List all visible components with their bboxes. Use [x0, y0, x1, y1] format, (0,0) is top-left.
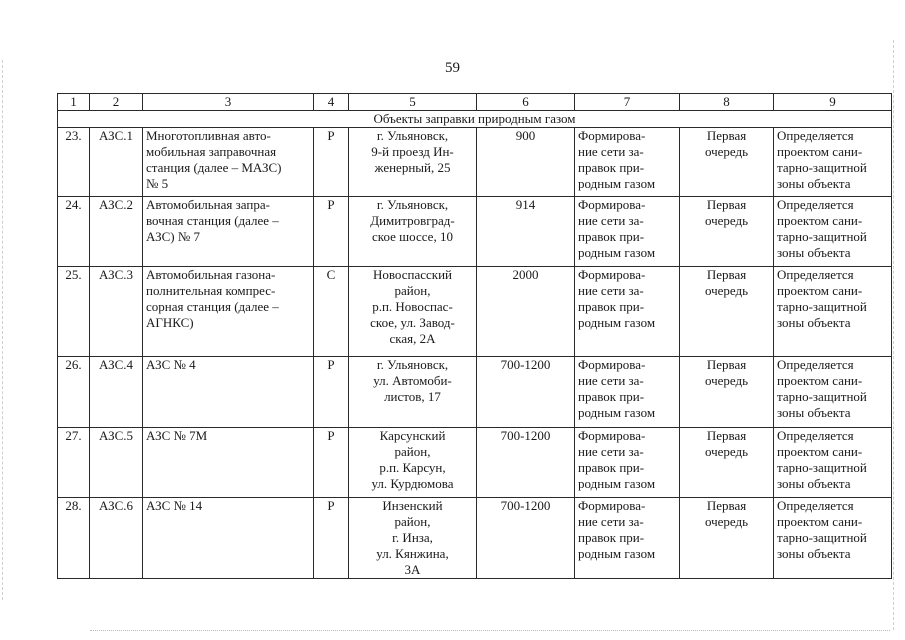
column-header-9: 9	[774, 94, 892, 111]
object-name-line: сорная станция (далее –	[146, 299, 279, 314]
object-address	[349, 357, 477, 428]
object-significance: Р	[314, 128, 349, 197]
protection-zone-line: тарно-защитной	[777, 160, 867, 175]
protection-zone-line: проектом сани-	[777, 283, 863, 298]
protection-zone-line: проектом сани-	[777, 514, 863, 529]
table-row	[58, 357, 892, 428]
object-purpose-line: правок при-	[578, 460, 645, 475]
object-significance: Р	[314, 428, 349, 498]
protection-zone-line: тарно-защитной	[777, 460, 867, 475]
protection-zone	[774, 357, 892, 428]
protection-zone-line: тарно-защитной	[777, 299, 867, 314]
implementation-stage-line: Первая	[706, 128, 747, 143]
object-purpose-line: ние сети за-	[578, 444, 644, 459]
object-address-line: район,	[394, 444, 431, 459]
row-number: 26.	[58, 357, 90, 428]
implementation-stage-line: очередь	[704, 444, 749, 459]
object-capacity: 700-1200	[477, 357, 575, 428]
object-purpose-line: Формирова-	[578, 428, 646, 443]
object-purpose-line: родным газом	[578, 176, 656, 191]
object-address-line: Инзенский	[382, 498, 443, 513]
object-name	[143, 128, 314, 197]
row-number: 27.	[58, 428, 90, 498]
protection-zone-line: проектом сани-	[777, 213, 863, 228]
object-purpose-line: родным газом	[578, 315, 656, 330]
object-purpose-line: Формирова-	[578, 357, 646, 372]
object-purpose-line: родным газом	[578, 546, 656, 561]
implementation-stage-line: очередь	[704, 514, 749, 529]
protection-zone-line: Определяется	[777, 498, 854, 513]
object-code: АЗС.3	[90, 267, 143, 357]
object-purpose	[575, 428, 680, 498]
object-name	[143, 428, 314, 498]
object-address-line: женерный, 25	[374, 160, 451, 175]
column-header-6: 6	[477, 94, 575, 111]
object-code: АЗС.4	[90, 357, 143, 428]
object-purpose-line: родным газом	[578, 476, 656, 491]
column-header-5: 5	[349, 94, 477, 111]
object-purpose-line: правок при-	[578, 530, 645, 545]
implementation-stage-line: очередь	[704, 283, 749, 298]
protection-zone-line: зоны объекта	[777, 405, 851, 420]
object-purpose-line: Формирова-	[578, 498, 646, 513]
object-name-line: АЗС) № 7	[146, 229, 200, 244]
implementation-stage	[680, 267, 774, 357]
table-row	[58, 128, 892, 197]
object-address-line: листов, 17	[384, 389, 441, 404]
implementation-stage-line: Первая	[706, 267, 747, 282]
object-name-line: Автомобильная газона-	[146, 267, 276, 282]
object-purpose-line: родным газом	[578, 245, 656, 260]
object-name-line: АГНКС)	[146, 315, 194, 330]
object-significance: Р	[314, 498, 349, 579]
implementation-stage	[680, 128, 774, 197]
object-purpose-line: правок при-	[578, 160, 645, 175]
object-significance: Р	[314, 357, 349, 428]
object-capacity: 2000	[477, 267, 575, 357]
implementation-stage-line: Первая	[706, 498, 747, 513]
object-address-line: 3А	[404, 562, 421, 577]
object-capacity: 700-1200	[477, 498, 575, 579]
object-address-line: ское, ул. Завод-	[370, 315, 455, 330]
row-number: 23.	[58, 128, 90, 197]
object-address-line: ул. Курдюмова	[371, 476, 454, 491]
object-address-line: г. Ульяновск,	[376, 128, 449, 143]
object-name-line: АЗС № 7М	[146, 428, 208, 443]
object-purpose	[575, 498, 680, 579]
protection-zone	[774, 498, 892, 579]
object-capacity: 914	[477, 197, 575, 267]
object-address-line: ул. Кянжина,	[376, 546, 449, 561]
object-address-line: г. Ульяновск,	[376, 197, 449, 212]
protection-zone-line: Определяется	[777, 197, 854, 212]
column-number-row	[58, 94, 892, 111]
implementation-stage-line: Первая	[706, 357, 747, 372]
object-name	[143, 267, 314, 357]
table-row	[58, 197, 892, 267]
implementation-stage	[680, 357, 774, 428]
object-name-line: полнительная компрес-	[146, 283, 276, 298]
protection-zone	[774, 428, 892, 498]
object-address-line: Карсунский	[379, 428, 446, 443]
protection-zone-line: тарно-защитной	[777, 229, 867, 244]
object-name-line: вочная станция (далее –	[146, 213, 279, 228]
page-number: 59	[445, 60, 460, 76]
section-row	[58, 111, 892, 128]
object-significance: Р	[314, 197, 349, 267]
object-address-line: ское шоссе, 10	[372, 229, 453, 244]
implementation-stage	[680, 428, 774, 498]
implementation-stage	[680, 498, 774, 579]
implementation-stage-line: очередь	[704, 213, 749, 228]
object-address-line: г. Ульяновск,	[376, 357, 449, 372]
object-purpose-line: правок при-	[578, 389, 645, 404]
implementation-stage-line: Первая	[706, 197, 747, 212]
row-number: 28.	[58, 498, 90, 579]
object-address-line: район,	[394, 514, 431, 529]
object-address	[349, 498, 477, 579]
object-significance: С	[314, 267, 349, 357]
protection-zone-line: зоны объекта	[777, 315, 851, 330]
object-purpose-line: Формирова-	[578, 197, 646, 212]
object-purpose-line: правок при-	[578, 229, 645, 244]
protection-zone-line: Определяется	[777, 428, 854, 443]
column-header-4: 4	[314, 94, 349, 111]
table-row	[58, 267, 892, 357]
object-address-line: р.п. Карсун,	[379, 460, 446, 475]
implementation-stage-line: очередь	[704, 144, 749, 159]
object-address-line: 9-й проезд Ин-	[371, 144, 454, 159]
object-code: АЗС.1	[90, 128, 143, 197]
section-title: Объекты заправки природным газом	[58, 111, 892, 128]
object-code: АЗС.2	[90, 197, 143, 267]
object-name	[143, 357, 314, 428]
protection-zone-line: Определяется	[777, 357, 854, 372]
protection-zone-line: Определяется	[777, 267, 854, 282]
object-name-line: Автомобильная запра-	[146, 197, 270, 212]
object-address-line: р.п. Новоспас-	[372, 299, 453, 314]
object-purpose-line: ние сети за-	[578, 144, 644, 159]
object-address	[349, 197, 477, 267]
object-purpose	[575, 128, 680, 197]
column-header-2: 2	[90, 94, 143, 111]
facilities-table	[57, 93, 892, 579]
protection-zone-line: тарно-защитной	[777, 389, 867, 404]
implementation-stage-line: очередь	[704, 373, 749, 388]
column-header-3: 3	[143, 94, 314, 111]
object-name-line: АЗС № 14	[146, 498, 203, 513]
table-row	[58, 428, 892, 498]
object-code: АЗС.5	[90, 428, 143, 498]
object-name-line: АЗС № 4	[146, 357, 196, 372]
protection-zone-line: зоны объекта	[777, 245, 851, 260]
object-purpose-line: ние сети за-	[578, 213, 644, 228]
object-address-line: Новоспасский	[372, 267, 453, 282]
object-address	[349, 428, 477, 498]
object-name-line: Многотопливная авто-	[146, 128, 271, 143]
column-header-8: 8	[680, 94, 774, 111]
object-name	[143, 498, 314, 579]
object-purpose-line: родным газом	[578, 405, 656, 420]
object-capacity: 900	[477, 128, 575, 197]
object-purpose-line: Формирова-	[578, 128, 646, 143]
object-purpose	[575, 267, 680, 357]
protection-zone-line: зоны объекта	[777, 176, 851, 191]
protection-zone	[774, 197, 892, 267]
object-name-line: мобильная заправочная	[146, 144, 277, 159]
object-name	[143, 197, 314, 267]
object-address-line: ская, 2А	[389, 331, 436, 346]
object-purpose-line: ние сети за-	[578, 283, 644, 298]
implementation-stage	[680, 197, 774, 267]
object-address-line: ул. Автомоби-	[373, 373, 452, 388]
object-address-line: Димитровград-	[370, 213, 455, 228]
row-number: 24.	[58, 197, 90, 267]
object-purpose	[575, 357, 680, 428]
protection-zone-line: проектом сани-	[777, 444, 863, 459]
protection-zone	[774, 128, 892, 197]
protection-zone	[774, 267, 892, 357]
scan-edge-right	[893, 40, 896, 630]
implementation-stage-line: Первая	[706, 428, 747, 443]
object-purpose-line: Формирова-	[578, 267, 646, 282]
object-capacity: 700-1200	[477, 428, 575, 498]
object-name-line: станция (далее – МАЗС)	[146, 160, 282, 175]
protection-zone-line: тарно-защитной	[777, 530, 867, 545]
object-purpose-line: ние сети за-	[578, 373, 644, 388]
object-code: АЗС.6	[90, 498, 143, 579]
scan-edge-left	[2, 60, 5, 600]
object-address-line: район,	[394, 283, 431, 298]
protection-zone-line: зоны объекта	[777, 476, 851, 491]
object-name-line: № 5	[146, 176, 169, 191]
object-address	[349, 128, 477, 197]
table-row	[58, 498, 892, 579]
column-header-7: 7	[575, 94, 680, 111]
protection-zone-line: зоны объекта	[777, 546, 851, 561]
object-purpose-line: ние сети за-	[578, 514, 644, 529]
protection-zone-line: Определяется	[777, 128, 854, 143]
protection-zone-line: проектом сани-	[777, 373, 863, 388]
object-purpose-line: правок при-	[578, 299, 645, 314]
row-number: 25.	[58, 267, 90, 357]
protection-zone-line: проектом сани-	[777, 144, 863, 159]
object-address	[349, 267, 477, 357]
object-purpose	[575, 197, 680, 267]
object-address-line: г. Инза,	[392, 530, 433, 545]
scan-noise-bottom	[90, 630, 890, 633]
column-header-1: 1	[58, 94, 90, 111]
